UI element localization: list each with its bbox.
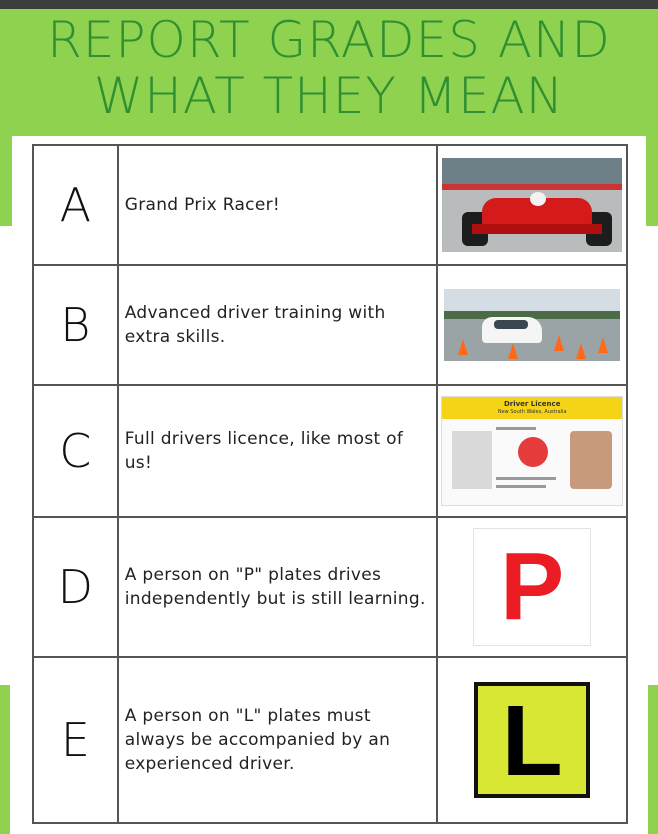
page-title [0, 12, 658, 124]
grade-description: Grand Prix Racer! [118, 145, 438, 265]
table-row [33, 517, 627, 657]
right-green-edge [646, 136, 658, 226]
table-row [33, 657, 627, 823]
left-green-edge [0, 136, 12, 226]
driver-training-course-image [444, 289, 620, 361]
table-row [33, 145, 627, 265]
title-line-1: REPORT GRADES AND [47, 11, 611, 69]
grade-letter: D [33, 517, 118, 657]
grade-letter: C [33, 385, 118, 517]
left-green-edge-bottom [0, 685, 10, 834]
formula-one-racer-image [442, 158, 622, 252]
l-plate-image [474, 682, 590, 798]
table-row [33, 385, 627, 517]
grades-table [32, 144, 628, 824]
grade-description: A person on "P" plates drives independently but is still learning. [118, 517, 438, 657]
grade-letter: A [33, 145, 118, 265]
licence-subheading: New South Wales, Australia [497, 409, 567, 415]
table-row [33, 265, 627, 385]
grades-panel [18, 136, 642, 828]
p-plate-letter: P [500, 533, 565, 640]
grade-letter: E [33, 657, 118, 823]
p-plate-image [473, 528, 591, 646]
top-dark-strip [0, 0, 658, 9]
grade-description: A person on "L" plates must always be accompanied by an experienced driver. [118, 657, 438, 823]
grade-letter: B [33, 265, 118, 385]
licence-heading: Driver Licence [503, 400, 561, 408]
grade-description: Advanced driver training with extra skills. [118, 265, 438, 385]
l-plate-letter: L [501, 685, 563, 797]
right-green-edge-bottom [648, 685, 658, 834]
driver-licence-card-image [441, 396, 623, 506]
grade-description: Full drivers licence, like most of us! [118, 385, 438, 517]
title-line-2: WHAT THEY MEAN [93, 67, 565, 125]
